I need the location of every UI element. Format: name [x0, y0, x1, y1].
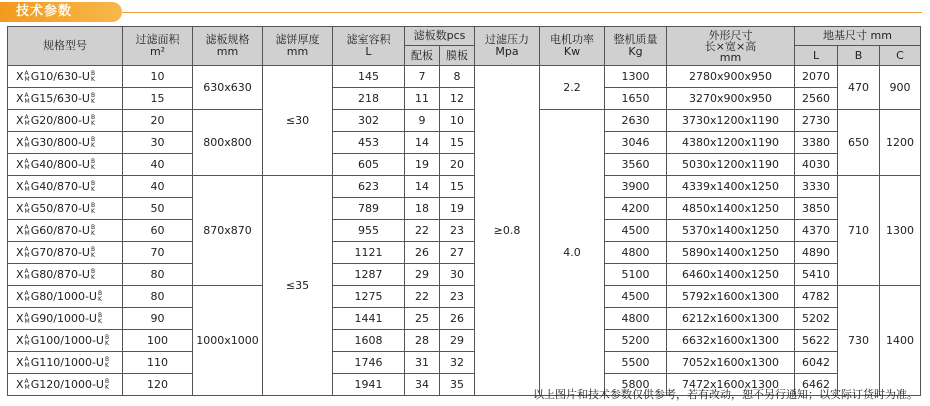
cell-plates-b: 19 — [440, 198, 475, 220]
cell-mass: 3560 — [605, 154, 667, 176]
cell-plates-b: 23 — [440, 220, 475, 242]
cell-cake: ≤30 — [263, 66, 333, 176]
section-title: 技术参数 — [0, 2, 122, 22]
cell-dims: 4850x1400x1250 — [667, 198, 795, 220]
header-plates-a: 配板 — [405, 46, 440, 66]
table-row — [8, 286, 921, 308]
cell-dims: 7472x1600x1300 — [667, 374, 795, 396]
cell-plate-size: 630x630 — [193, 66, 263, 110]
header-plates-b: 膜板 — [440, 46, 475, 66]
cell-mass: 1300 — [605, 66, 667, 88]
cell-mass: 5100 — [605, 264, 667, 286]
cell-plates-b: 10 — [440, 110, 475, 132]
cell-area: 80 — [123, 264, 193, 286]
cell-area: 110 — [123, 352, 193, 374]
cell-area: 80 — [123, 286, 193, 308]
cell-mass: 5800 — [605, 374, 667, 396]
cell-dims: 5030x1200x1190 — [667, 154, 795, 176]
table-row — [8, 242, 921, 264]
cell-base-b: 650 — [838, 110, 880, 176]
header-pressure: 过滤压力 Mpa — [475, 27, 540, 66]
cell-base-c: 1200 — [880, 110, 921, 176]
cell-volume: 145 — [333, 66, 405, 88]
cell-power: 4.0 — [540, 110, 605, 396]
cell-area: 90 — [123, 308, 193, 330]
table-row — [8, 330, 921, 352]
cell-plates-b: 35 — [440, 374, 475, 396]
header-plates: 滤板数pcs — [405, 27, 475, 46]
header-cake: 滤饼厚度 mm — [263, 27, 333, 66]
table-row — [8, 88, 921, 110]
cell-model: X A M G10/630-U B K — [8, 66, 123, 88]
cell-plates-a: 18 — [405, 198, 440, 220]
cell-area: 40 — [123, 154, 193, 176]
cell-dims: 5370x1400x1250 — [667, 220, 795, 242]
cell-plates-b: 29 — [440, 330, 475, 352]
cell-plates-a: 11 — [405, 88, 440, 110]
cell-volume: 605 — [333, 154, 405, 176]
cell-mass: 3900 — [605, 176, 667, 198]
cell-base-b: 710 — [838, 176, 880, 286]
cell-dims: 5890x1400x1250 — [667, 242, 795, 264]
cell-base-l: 2730 — [795, 110, 838, 132]
cell-model: X A M G15/630-U B K — [8, 88, 123, 110]
header-area: 过滤面积 m² — [123, 27, 193, 66]
cell-dims: 6460x1400x1250 — [667, 264, 795, 286]
cell-plates-a: 26 — [405, 242, 440, 264]
table-row — [8, 132, 921, 154]
cell-mass: 2630 — [605, 110, 667, 132]
cell-plates-b: 26 — [440, 308, 475, 330]
cell-base-l: 4890 — [795, 242, 838, 264]
cell-area: 50 — [123, 198, 193, 220]
cell-volume: 1608 — [333, 330, 405, 352]
cell-volume: 623 — [333, 176, 405, 198]
cell-base-c: 1300 — [880, 176, 921, 286]
cell-pressure: ≥0.8 — [475, 66, 540, 396]
cell-plates-b: 15 — [440, 176, 475, 198]
cell-dims: 3730x1200x1190 — [667, 110, 795, 132]
cell-plates-a: 7 — [405, 66, 440, 88]
footnote: 以上图片和技术参数仅供参考，若有改动，恕不另行通知；以实际订货时为准。 — [533, 388, 918, 401]
cell-volume: 1121 — [333, 242, 405, 264]
header-dims: 外形尺寸 长×宽×高 mm — [667, 27, 795, 66]
cell-power: 2.2 — [540, 66, 605, 110]
cell-dims: 7052x1600x1300 — [667, 352, 795, 374]
header-base-b: B — [838, 46, 880, 66]
cell-model: X A M G110/1000-U B K — [8, 352, 123, 374]
header-base-l: L — [795, 46, 838, 66]
cell-volume: 1287 — [333, 264, 405, 286]
cell-model: X A M G90/1000-U B K — [8, 308, 123, 330]
cell-area: 10 — [123, 66, 193, 88]
cell-volume: 1441 — [333, 308, 405, 330]
cell-mass: 5500 — [605, 352, 667, 374]
cell-plates-b: 27 — [440, 242, 475, 264]
cell-base-c: 900 — [880, 66, 921, 110]
cell-plates-a: 25 — [405, 308, 440, 330]
cell-base-l: 3850 — [795, 198, 838, 220]
cell-mass: 3046 — [605, 132, 667, 154]
table-row — [8, 198, 921, 220]
header-volume: 滤室容积 L — [333, 27, 405, 66]
cell-area: 30 — [123, 132, 193, 154]
table-row — [8, 110, 921, 132]
cell-model: X A M G60/870-U B K — [8, 220, 123, 242]
cell-base-l: 4782 — [795, 286, 838, 308]
cell-base-l: 2070 — [795, 66, 838, 88]
cell-plates-b: 30 — [440, 264, 475, 286]
cell-dims: 6632x1600x1300 — [667, 330, 795, 352]
cell-plates-b: 15 — [440, 132, 475, 154]
cell-plates-a: 9 — [405, 110, 440, 132]
cell-model: X A M G80/1000-U B K — [8, 286, 123, 308]
cell-volume: 453 — [333, 132, 405, 154]
cell-base-l: 3330 — [795, 176, 838, 198]
cell-model: X A M G80/870-U B K — [8, 264, 123, 286]
cell-dims: 6212x1600x1300 — [667, 308, 795, 330]
cell-mass: 4500 — [605, 286, 667, 308]
cell-base-l: 5622 — [795, 330, 838, 352]
cell-base-b: 730 — [838, 286, 880, 396]
table-row — [8, 308, 921, 330]
cell-dims: 2780x900x950 — [667, 66, 795, 88]
cell-mass: 4200 — [605, 198, 667, 220]
cell-model: X A M G40/870-U B K — [8, 176, 123, 198]
cell-model: X A M G50/870-U B K — [8, 198, 123, 220]
cell-base-l: 5410 — [795, 264, 838, 286]
cell-area: 120 — [123, 374, 193, 396]
cell-volume: 218 — [333, 88, 405, 110]
cell-dims: 4339x1400x1250 — [667, 176, 795, 198]
cell-plates-a: 34 — [405, 374, 440, 396]
cell-mass: 4800 — [605, 308, 667, 330]
cell-plates-b: 20 — [440, 154, 475, 176]
cell-area: 60 — [123, 220, 193, 242]
cell-area: 100 — [123, 330, 193, 352]
cell-dims: 3270x900x950 — [667, 88, 795, 110]
cell-base-l: 6462 — [795, 374, 838, 396]
cell-model: X A M G70/870-U B K — [8, 242, 123, 264]
cell-volume: 1941 — [333, 374, 405, 396]
cell-area: 20 — [123, 110, 193, 132]
cell-volume: 302 — [333, 110, 405, 132]
cell-volume: 789 — [333, 198, 405, 220]
table-row — [8, 220, 921, 242]
header-plate-size: 滤板规格 mm — [193, 27, 263, 66]
cell-base-l: 4370 — [795, 220, 838, 242]
cell-plates-b: 8 — [440, 66, 475, 88]
cell-plates-a: 22 — [405, 220, 440, 242]
cell-plates-a: 14 — [405, 176, 440, 198]
cell-plates-a: 31 — [405, 352, 440, 374]
cell-model: X A M G30/800-U B K — [8, 132, 123, 154]
header-base: 地基尺寸 mm — [795, 27, 921, 46]
header-model: 规格型号 — [8, 27, 123, 66]
cell-base-l: 3380 — [795, 132, 838, 154]
cell-model: X A M G20/800-U B K — [8, 110, 123, 132]
cell-volume: 1275 — [333, 286, 405, 308]
cell-plate-size: 800x800 — [193, 110, 263, 176]
cell-plates-a: 28 — [405, 330, 440, 352]
cell-model: X A M G100/1000-U B K — [8, 330, 123, 352]
cell-model: X A M G40/800-U B K — [8, 154, 123, 176]
table-row — [8, 66, 921, 88]
cell-mass: 1650 — [605, 88, 667, 110]
cell-area: 70 — [123, 242, 193, 264]
cell-plates-a: 19 — [405, 154, 440, 176]
cell-cake: ≤35 — [263, 176, 333, 396]
cell-dims: 5792x1600x1300 — [667, 286, 795, 308]
table-row — [8, 154, 921, 176]
cell-plates-b: 23 — [440, 286, 475, 308]
cell-base-l: 6042 — [795, 352, 838, 374]
header-base-c: C — [880, 46, 921, 66]
header-power: 电机功率 Kw — [540, 27, 605, 66]
header-mass: 整机质量 Kg — [605, 27, 667, 66]
cell-area: 40 — [123, 176, 193, 198]
cell-model: X A M G120/1000-U B K — [8, 374, 123, 396]
cell-area: 15 — [123, 88, 193, 110]
cell-plates-a: 14 — [405, 132, 440, 154]
cell-mass: 4500 — [605, 220, 667, 242]
title-divider — [122, 12, 922, 13]
table-row — [8, 264, 921, 286]
cell-base-c: 1400 — [880, 286, 921, 396]
spec-table — [7, 26, 921, 396]
cell-mass: 4800 — [605, 242, 667, 264]
table-row — [8, 176, 921, 198]
cell-base-l: 4030 — [795, 154, 838, 176]
cell-volume: 955 — [333, 220, 405, 242]
cell-plates-b: 12 — [440, 88, 475, 110]
cell-plate-size: 870x870 — [193, 176, 263, 286]
cell-plate-size: 1000x1000 — [193, 286, 263, 396]
cell-base-l: 2560 — [795, 88, 838, 110]
cell-dims: 4380x1200x1190 — [667, 132, 795, 154]
cell-mass: 5200 — [605, 330, 667, 352]
table-row — [8, 352, 921, 374]
cell-plates-a: 22 — [405, 286, 440, 308]
cell-plates-b: 32 — [440, 352, 475, 374]
cell-base-l: 5202 — [795, 308, 838, 330]
cell-base-b: 470 — [838, 66, 880, 110]
cell-volume: 1746 — [333, 352, 405, 374]
cell-plates-a: 29 — [405, 264, 440, 286]
